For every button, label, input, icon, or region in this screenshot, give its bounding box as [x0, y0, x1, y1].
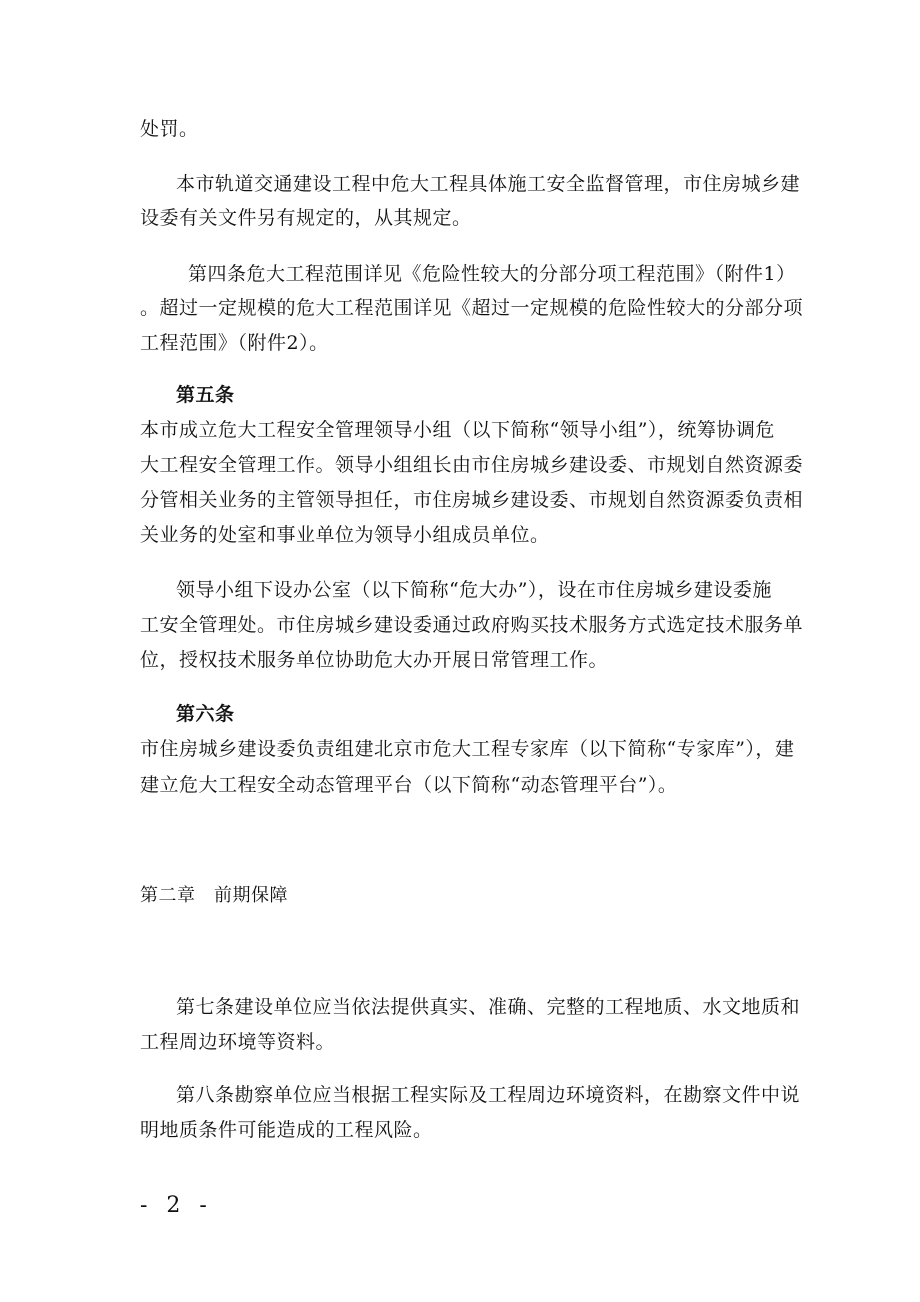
article-4-line-2: 。超过一定规模的危大工程范围详见《超过一定规模的危险性较大的分部分项 [140, 297, 804, 319]
article-5-line-2: 大工程安全管理工作。领导小组组长由市住房城乡建设委、市规划自然资源委 [140, 454, 804, 476]
article-5-line-4: 关业务的处室和事业单位为领导小组成员单位。 [140, 524, 550, 546]
article-5-heading: 第五条 [176, 384, 235, 406]
chapter-2-heading: 第二章 前期保障 [140, 885, 288, 906]
office-line-2: 工安全管理处。市住房城乡建设委通过政府购买技术服务方式选定技术服务单 [140, 614, 804, 636]
article-4-line-3: 工程范围》（附件2）。 [140, 332, 329, 354]
article-6-heading: 第六条 [176, 703, 235, 725]
article-6-line-2: 建立危大工程安全动态管理平台（以下简称“动态管理平台”）。 [140, 774, 678, 796]
article-4-line-1: 第四条危大工程范围详见《危险性较大的分部分项工程范围》（附件1） [188, 263, 796, 285]
article-5-line-1: 本市成立危大工程安全管理领导小组（以下简称“领导小组”），统筹协调危 [140, 419, 775, 441]
text-line-1: 处罚。 [140, 118, 199, 140]
article-6-line-1: 市住房城乡建设委负责组建北京市危大工程专家库（以下简称“专家库”），建 [140, 738, 795, 760]
page-number: - 2 - [140, 1193, 213, 1218]
text-line-3: 设委有关文件另有规定的，从其规定。 [140, 207, 472, 229]
article-8-line-2: 明地质条件可能造成的工程风险。 [140, 1119, 433, 1141]
article-7-line-1: 第七条建设单位应当依法提供真实、准确、完整的工程地质、水文地质和 [176, 996, 801, 1018]
article-8-line-1: 第八条勘察单位应当根据工程实际及工程周边环境资料，在勘察文件中说 [176, 1084, 801, 1106]
office-line-3: 位，授权技术服务单位协助危大办开展日常管理工作。 [140, 649, 609, 671]
office-line-1: 领导小组下设办公室（以下简称“危大办”），设在市住房城乡建设委施 [176, 579, 772, 601]
article-7-line-2: 工程周边环境等资料。 [140, 1031, 336, 1053]
article-5-line-3: 分管相关业务的主管领导担任，市住房城乡建设委、市规划自然资源委负责相 [140, 489, 804, 511]
text-line-2: 本市轨道交通建设工程中危大工程具体施工安全监督管理，市住房城乡建 [176, 173, 801, 195]
